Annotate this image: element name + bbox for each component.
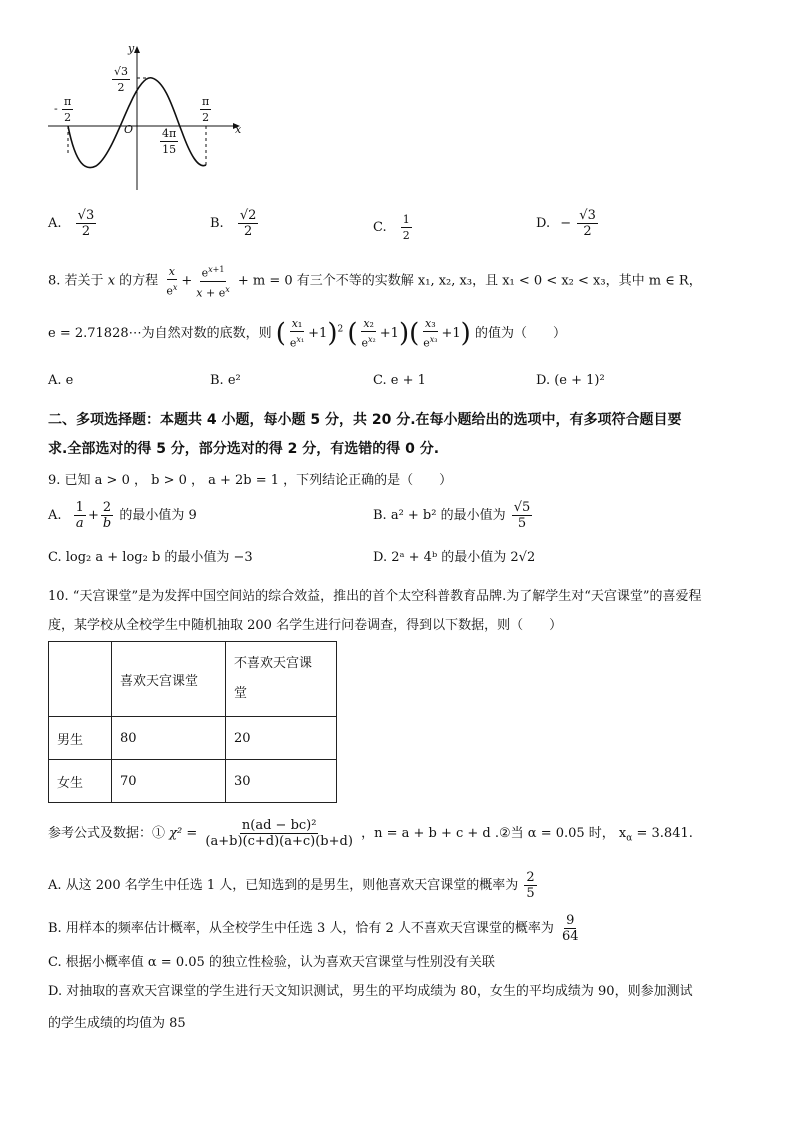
q10-a-den: 5 — [526, 886, 535, 901]
q7-b-den: 2 — [243, 224, 253, 239]
q8-stem-x: x — [107, 273, 116, 289]
q10-formula-alpha: α — [626, 833, 633, 844]
q8-option-b[interactable]: B. e² — [210, 373, 241, 388]
q7-c-num: 1 — [402, 213, 410, 226]
q9-option-b[interactable] — [373, 500, 534, 531]
q10-stem-line1: 10. “天宫课堂”是为发挥中国空间站的综合效益，推出的首个太空科普教育品牌.为了解学生对“天宫课堂”的喜爱程 — [48, 589, 702, 604]
table-header-like: 喜欢天宫课堂 — [112, 642, 226, 717]
q10-option-a[interactable] — [48, 870, 539, 901]
q9-b-den: 5 — [517, 516, 527, 531]
graph-label-sqrt3: √3 — [114, 65, 129, 78]
q7-c-den: 2 — [402, 229, 410, 242]
q7-option-d-letter: D. — [536, 216, 551, 231]
section2-header-line2: 求.全部选对的得 5 分，部分选对的得 2 分，有选错的得 0 分. — [48, 441, 440, 457]
graph-label-pi-right: π — [202, 95, 210, 108]
graph-label-pi-left: π — [64, 95, 72, 108]
graph-label-2: 2 — [117, 81, 125, 94]
q8-option-d[interactable]: D. (e + 1)² — [536, 373, 605, 388]
q8-stem-b: 的方程 — [119, 273, 159, 289]
table-cell-female-dislike: 30 — [226, 760, 337, 803]
q7-b-num: √2 — [239, 208, 257, 223]
q10-b-num: 9 — [566, 913, 575, 928]
q10-option-a-text: A. 从这 200 名学生中任选 1 人，已知选到的是男生，则他喜欢天宫课堂的概率为 — [48, 878, 519, 893]
q10-option-c[interactable]: C. 根据小概率值 α = 0.05 的独立性检验，认为喜欢天宫课堂与性别没有关联 — [48, 955, 495, 970]
q10-a-num: 2 — [526, 870, 535, 885]
graph-label-origin: O — [124, 123, 134, 136]
graph-label-4pi-over-15 — [160, 126, 178, 157]
table-header-dislike-part1: 不喜欢天宫课 — [234, 656, 313, 671]
table-cell-female-like: 70 — [112, 760, 226, 803]
q8-option-c[interactable]: C. e + 1 — [373, 373, 426, 388]
table-header-blank — [49, 642, 112, 717]
function-graph — [44, 40, 254, 200]
q10-stem-line2: 度，某学校从全校学生中随机抽取 200 名学生进行问卷调查，得到以下数据，则（ ） — [48, 618, 563, 633]
q10-option-b-text: B. 用样本的频率估计概率，从全校学生中任选 3 人，恰有 2 人不喜欢天宫课堂的概率为 — [48, 921, 554, 936]
q9-option-c[interactable]: C. log₂ a + log₂ b 的最小值为 −3 — [48, 550, 253, 565]
table-cell-male-like: 80 — [112, 717, 226, 760]
q10-b-den: 64 — [562, 929, 579, 944]
y-axis-arrow — [134, 46, 140, 53]
section2-header-line1: 二、多项选择题：本题共 4 小题，每小题 5 分，共 20 分.在每小题给出的选项中，有多项符合题目要 — [48, 412, 682, 428]
q7-a-den: 2 — [81, 224, 91, 239]
table-cell-male-dislike: 20 — [226, 717, 337, 760]
q8-line2-b: 的值为（ ） — [474, 325, 566, 341]
q7-option-a[interactable] — [48, 208, 98, 239]
q7-d-den: 2 — [583, 224, 592, 239]
q8-option-a[interactable]: A. e — [48, 373, 74, 388]
q7-option-b[interactable] — [210, 208, 260, 239]
table-row — [49, 760, 337, 803]
q10-formula-prefix: 参考公式及数据：① — [48, 826, 166, 841]
graph-label-4pi: 4π — [162, 127, 177, 140]
q7-option-c[interactable] — [373, 212, 414, 243]
q9-option-a-letter: A. — [48, 508, 62, 523]
q9-option-a-text: 的最小值为 9 — [119, 508, 197, 523]
graph-label-neg-sign: - — [54, 102, 58, 115]
graph-label-2-right: 2 — [202, 111, 210, 124]
q9-stem: 9. 已知 a > 0 ， b > 0 ， a + 2b = 1 ，下列结论正确的是（ ） — [48, 473, 453, 488]
q7-option-a-letter: A. — [48, 216, 62, 231]
q7-d-num: √3 — [579, 208, 596, 223]
q8-stem: 8. 若关于 x 的方程 $\frac{x}{e^x}$ + $\frac{e^{x+1}}{x + e^x}$ + m = 0 有三个不等的实数解 x₁, x₂, x₃，且 x₁ < 0 < x₂ < x₃，其中 m ∈ R， — [48, 262, 702, 300]
q8-line2-a: e = 2.71828⋯为自然对数的底数，则 — [48, 325, 272, 341]
q10-option-b[interactable] — [48, 913, 583, 944]
graph-label-x: x — [235, 123, 242, 136]
table-header-dislike-part2: 堂 — [234, 686, 248, 701]
q7-option-d[interactable] — [536, 208, 600, 239]
q10-option-d-line2[interactable]: 的学生成绩的均值为 85 — [48, 1016, 186, 1031]
q8-frac-2: $\frac{e^{x+1}}{x + e^x}$ — [194, 262, 231, 300]
q7-option-b-letter: B. — [210, 216, 224, 231]
q8-stem-a: 8. 若关于 — [48, 273, 104, 289]
q10-formula-den: (a+b)(c+d)(a+c)(b+d) — [205, 834, 353, 849]
q10-formula-suffix: ，n = a + b + c + d .②当 α = 0.05 时， x — [361, 826, 627, 841]
graph-label-neg-pi-over-2 — [62, 94, 73, 125]
survey-table — [48, 641, 337, 803]
q9-b-num: √5 — [513, 500, 531, 515]
q8-line2: e = 2.71828⋯为自然对数的底数，则 ( $\frac{\text{x₁}}{e^{x_1}}$ +1)$^2$ ( $\frac{\text{x₂}}{e^{x_2}}$ +1)( $\frac{\text{x₃}}{e^{x_3}}$ +1) 的值为（ ） — [48, 317, 566, 350]
q10-formula-num: n(ad − bc)² — [241, 818, 317, 833]
q7-d-sign: − — [560, 216, 572, 231]
table-cell-female: 女生 — [49, 760, 112, 803]
q8-eq-tail: + m = 0 有三个不等的实数解 x₁, x₂, x₃，且 x₁ < 0 < x₂ < x₃，其中 m ∈ R， — [237, 273, 702, 289]
graph-label-2-left: 2 — [64, 111, 72, 124]
q10-formula — [48, 818, 693, 849]
graph-label-y: y — [128, 42, 135, 55]
q7-option-c-letter: C. — [373, 220, 387, 235]
q10-formula-value: = 3.841. — [632, 826, 693, 841]
graph-label-15: 15 — [162, 143, 177, 156]
table-header-dislike — [226, 642, 337, 717]
q10-chi: χ² = — [169, 826, 198, 841]
q9-option-a[interactable]: A. $\frac{1}{a}$ + $\frac{2}{b}$ 的最小值为 9 — [48, 500, 197, 531]
q9-option-b-text: B. a² + b² 的最小值为 — [373, 508, 506, 523]
table-cell-male: 男生 — [49, 717, 112, 760]
q10-option-d-line1[interactable]: D. 对抽取的喜欢天宫课堂的学生进行天文知识测试，男生的平均成绩为 80，女生的平均成绩为 90，则参加测试 — [48, 984, 693, 999]
q8-frac-1: $\frac{x}{e^x}$ — [166, 264, 178, 298]
q7-a-num: √3 — [77, 208, 95, 223]
table-row — [49, 717, 337, 760]
q9-option-d[interactable]: D. 2ᵃ + 4ᵇ 的最小值为 2√2 — [373, 550, 536, 565]
graph-label-sqrt3-over-2 — [112, 64, 130, 95]
graph-label-pi-over-2 — [200, 94, 211, 125]
